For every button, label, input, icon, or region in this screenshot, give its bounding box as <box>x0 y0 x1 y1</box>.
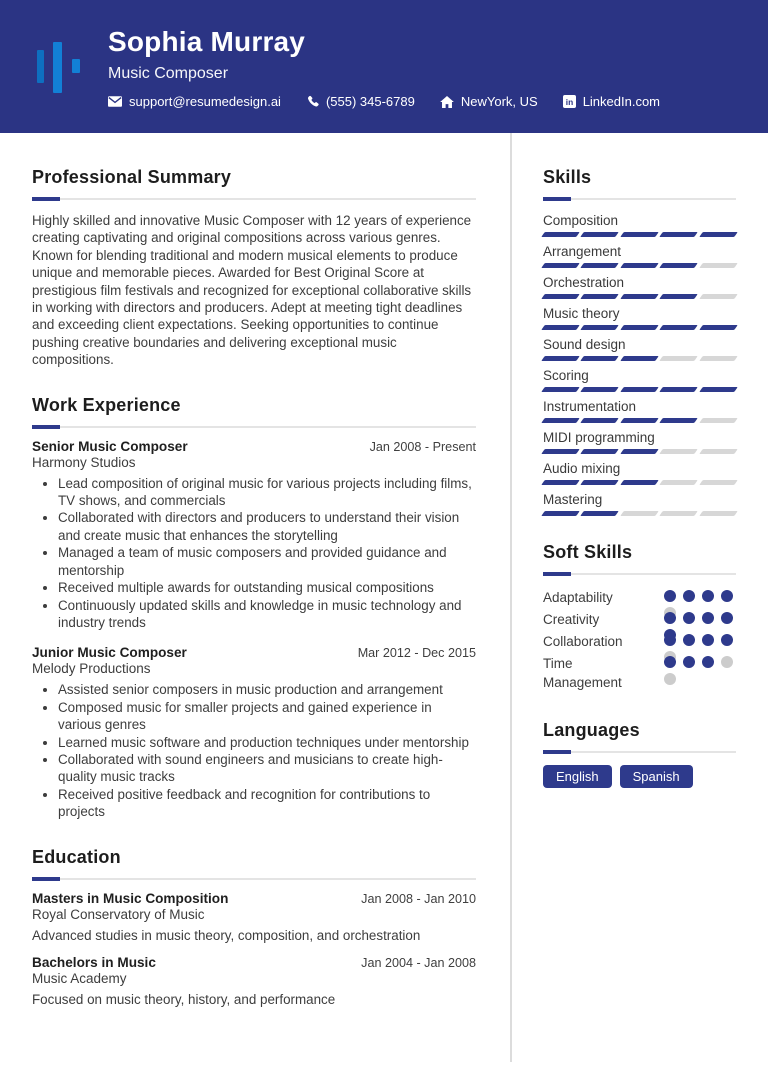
rating-dot <box>721 590 733 602</box>
skill-segment <box>541 232 580 237</box>
soft-skill-row <box>543 654 736 690</box>
heading-rule <box>32 425 476 429</box>
skill-segment <box>541 480 580 485</box>
education-description: Advanced studies in music theory, composition, and orchestration <box>32 927 421 943</box>
column-divider <box>510 133 512 1062</box>
skill-segment <box>620 480 659 485</box>
skill-segment <box>541 511 580 516</box>
bullet-item: • Collaborated with directors and producers to understand their vision and create music that enhances the storytelling <box>58 509 476 544</box>
skill-item <box>543 243 736 268</box>
soft-skill-label: Adaptability <box>543 590 613 605</box>
job-dates: Mar 2012 - Dec 2015 <box>357 646 476 661</box>
skill-segment <box>699 387 738 392</box>
skill-label: Mastering <box>543 492 603 507</box>
contact-linkedin[interactable] <box>563 94 660 109</box>
rule-line <box>571 198 736 200</box>
job-entry-head <box>32 439 476 454</box>
skill-segment <box>581 232 620 237</box>
skill-segment <box>581 480 620 485</box>
bullet-item: • Received multiple awards for outstanding musical compositions <box>58 579 476 596</box>
education-entry-head <box>32 955 476 970</box>
heading-rule <box>543 197 736 201</box>
skill-segment <box>541 356 580 361</box>
contact-email-text: support@resumedesign.ai <box>129 94 281 109</box>
skill-label: Sound design <box>543 337 626 352</box>
skill-segment <box>659 449 698 454</box>
soft-skill-label: Time Management <box>543 656 622 690</box>
skill-segment <box>581 294 620 299</box>
section-heading: Soft Skills <box>543 542 633 562</box>
phone-icon <box>306 95 319 108</box>
sidebar-column <box>543 133 736 788</box>
soft-skill-row <box>543 588 736 610</box>
skill-item <box>543 460 736 485</box>
skill-segment <box>659 263 698 268</box>
job-bullet-list <box>32 681 476 820</box>
rating-dot <box>702 612 714 624</box>
skill-segment <box>659 356 698 361</box>
logo-bar <box>37 50 44 83</box>
skill-level-bar <box>543 356 736 361</box>
skill-level-bar <box>543 480 736 485</box>
rating-dot <box>702 656 714 668</box>
rule-accent <box>32 197 60 201</box>
rating-dot <box>702 634 714 646</box>
rule-line <box>571 573 736 575</box>
skill-item <box>543 429 736 454</box>
rule-accent <box>32 877 60 881</box>
heading-rule <box>32 197 476 201</box>
job-entry <box>32 645 476 820</box>
heading-rule <box>543 572 736 576</box>
skill-item <box>543 491 736 516</box>
contact-location-text: NewYork, US <box>460 94 538 109</box>
skill-item <box>543 336 736 361</box>
section-heading: Education <box>32 846 121 867</box>
section-work-experience <box>32 395 476 821</box>
skill-label: Scoring <box>543 368 589 383</box>
skill-label: Arrangement <box>543 244 622 259</box>
skill-segment <box>581 263 620 268</box>
section-skills <box>543 167 736 516</box>
rating-dot <box>721 634 733 646</box>
logo-bar <box>53 42 62 93</box>
bullet-item: • Received positive feedback and recognition for contributions to projects <box>58 786 476 821</box>
skill-segment <box>699 356 738 361</box>
bullet-item: • Lead composition of original music for various projects including films, TV shows, and commercials <box>58 475 476 510</box>
skill-segment <box>581 511 620 516</box>
skill-label: Composition <box>543 213 619 228</box>
bullet-item: • Learned music software and production techniques under mentorship <box>58 734 476 751</box>
section-heading: Languages <box>543 720 640 740</box>
skill-segment <box>659 232 698 237</box>
skill-label: Orchestration <box>543 275 625 290</box>
rating-dot <box>702 590 714 602</box>
skill-label: MIDI programming <box>543 430 655 445</box>
skill-segment <box>581 325 620 330</box>
skill-segment <box>699 232 738 237</box>
contact-linkedin-text: LinkedIn.com <box>582 94 661 109</box>
skill-item <box>543 398 736 423</box>
rating-dot <box>683 656 695 668</box>
skill-segment <box>541 325 580 330</box>
soft-skill-label: Creativity <box>543 612 600 627</box>
skill-segment <box>699 511 738 516</box>
skill-level-bar <box>543 418 736 423</box>
skill-segment <box>541 449 580 454</box>
skill-segment <box>581 418 620 423</box>
bullet-item: • Continuously updated skills and knowledge in music technology and industry trends <box>58 597 476 632</box>
education-entry <box>32 891 476 943</box>
skill-segment <box>541 418 580 423</box>
section-heading: Work Experience <box>32 394 181 415</box>
degree-title: Masters in Music Composition <box>32 890 229 906</box>
soft-skill-rating <box>664 656 736 685</box>
person-name: Sophia Murray <box>108 26 306 57</box>
contact-location[interactable] <box>440 94 538 109</box>
skill-level-bar <box>543 294 736 299</box>
skill-label: Instrumentation <box>543 399 637 414</box>
skill-segment <box>699 325 738 330</box>
skill-level-bar <box>543 511 736 516</box>
skill-segment <box>620 356 659 361</box>
language-badge: Spanish <box>620 765 693 788</box>
equalizer-bars-icon <box>37 42 82 94</box>
section-heading: Skills <box>543 167 592 187</box>
skill-segment <box>659 387 698 392</box>
education-entry <box>32 955 476 1007</box>
main-column <box>32 133 476 1007</box>
skill-segment <box>541 294 580 299</box>
section-professional-summary <box>32 167 476 369</box>
bullet-item: • Managed a team of music composers and provided guidance and mentorship <box>58 544 476 579</box>
skill-segment <box>659 418 698 423</box>
rule-line <box>60 198 476 200</box>
home-icon <box>440 96 454 108</box>
skill-item <box>543 367 736 392</box>
skill-segment <box>699 480 738 485</box>
skill-segment <box>699 263 738 268</box>
skill-segment <box>620 294 659 299</box>
job-entry-head <box>32 645 476 660</box>
languages-list <box>543 765 736 788</box>
soft-skill-row <box>543 610 736 632</box>
education-dates: Jan 2008 - Jan 2010 <box>361 891 476 906</box>
education-entry-head <box>32 891 476 906</box>
contact-phone-text: (555) 345-6789 <box>325 94 415 109</box>
soft-skill-label: Collaboration <box>543 634 623 649</box>
degree-title: Bachelors in Music <box>32 954 156 970</box>
skill-segment <box>699 294 738 299</box>
skill-item <box>543 305 736 330</box>
heading-rule <box>32 877 476 881</box>
skill-segment <box>699 418 738 423</box>
skill-level-bar <box>543 263 736 268</box>
rating-dot <box>683 612 695 624</box>
skills-list <box>543 212 736 516</box>
skill-segment <box>699 449 738 454</box>
skill-segment <box>581 356 620 361</box>
rating-dot <box>664 656 676 668</box>
skill-segment <box>620 263 659 268</box>
skill-segment <box>620 387 659 392</box>
rule-accent <box>32 425 60 429</box>
bullet-item: • Collaborated with sound engineers and musicians to create high-quality music tracks <box>58 751 476 786</box>
rule-accent <box>543 197 571 201</box>
skill-segment <box>620 511 659 516</box>
heading-rule <box>543 750 736 754</box>
rating-dot <box>664 673 676 685</box>
rule-line <box>60 878 476 880</box>
school-name: Music Academy <box>32 970 127 986</box>
summary-text: Highly skilled and innovative Music Composer with 12 years of experience creating captivating and original compositions across various genres. Known for blending traditional and modern musical elements to produce unique and memorable pieces. Awarded for Best Original Score at prestigious film festivals and recognized for exceptional collaborative skills in working with directors and producers. Adept at meeting tight deadlines and exceeding client expectations. Seeking opportunities to continue pushing creative boundaries and delivering exceptional music compositions. <box>32 213 472 368</box>
job-company: Melody Productions <box>32 661 151 677</box>
rule-line <box>571 751 736 753</box>
section-soft-skills <box>543 542 736 690</box>
skill-segment <box>659 480 698 485</box>
skill-level-bar <box>543 232 736 237</box>
rule-line <box>60 426 476 428</box>
contact-row <box>108 94 660 109</box>
job-entry <box>32 439 476 632</box>
rating-dot <box>683 590 695 602</box>
skill-level-bar <box>543 325 736 330</box>
skill-segment <box>659 294 698 299</box>
svg-text:in: in <box>565 96 573 107</box>
header-band <box>0 0 768 133</box>
language-badge: English <box>543 765 612 788</box>
skill-item <box>543 212 736 237</box>
skill-segment <box>620 449 659 454</box>
skill-level-bar <box>543 387 736 392</box>
education-dates: Jan 2004 - Jan 2008 <box>361 955 476 970</box>
header-identity <box>108 26 305 83</box>
skill-segment <box>581 387 620 392</box>
linkedin-icon <box>563 95 576 108</box>
rating-dot <box>664 634 676 646</box>
job-title-text: Senior Music Composer <box>32 438 188 454</box>
envelope-icon <box>108 96 122 107</box>
skill-segment <box>541 387 580 392</box>
section-languages <box>543 720 736 788</box>
soft-skills-list <box>543 588 736 690</box>
rating-dot <box>664 590 676 602</box>
skill-segment <box>620 418 659 423</box>
skill-label: Audio mixing <box>543 461 621 476</box>
bullet-item: • Assisted senior composers in music production and arrangement <box>58 681 476 698</box>
rating-dot <box>664 612 676 624</box>
skill-segment <box>620 325 659 330</box>
section-education <box>32 847 476 1007</box>
job-company: Harmony Studios <box>32 454 136 470</box>
section-heading: Professional Summary <box>32 167 232 187</box>
job-title: Music Composer <box>108 65 229 82</box>
skill-segment <box>620 232 659 237</box>
job-title-text: Junior Music Composer <box>32 645 187 661</box>
bullet-item: • Composed music for smaller projects and gained experience in various genres <box>58 699 476 734</box>
skill-segment <box>659 511 698 516</box>
contact-phone[interactable] <box>306 94 415 109</box>
education-description: Focused on music theory, history, and performance <box>32 991 336 1007</box>
soft-skill-row <box>543 632 736 654</box>
skill-level-bar <box>543 449 736 454</box>
rating-dot <box>721 612 733 624</box>
logo-bar <box>72 59 80 73</box>
skill-segment <box>659 325 698 330</box>
job-dates: Jan 2008 - Present <box>369 439 476 454</box>
school-name: Royal Conservatory of Music <box>32 906 205 922</box>
skill-segment <box>581 449 620 454</box>
rating-dot <box>721 656 733 668</box>
rating-dot <box>683 634 695 646</box>
contact-email[interactable] <box>108 94 281 109</box>
skill-item <box>543 274 736 299</box>
rule-accent <box>543 572 571 576</box>
skill-segment <box>541 263 580 268</box>
rule-accent <box>543 750 571 754</box>
skill-label: Music theory <box>543 306 620 321</box>
job-bullet-list <box>32 475 476 632</box>
